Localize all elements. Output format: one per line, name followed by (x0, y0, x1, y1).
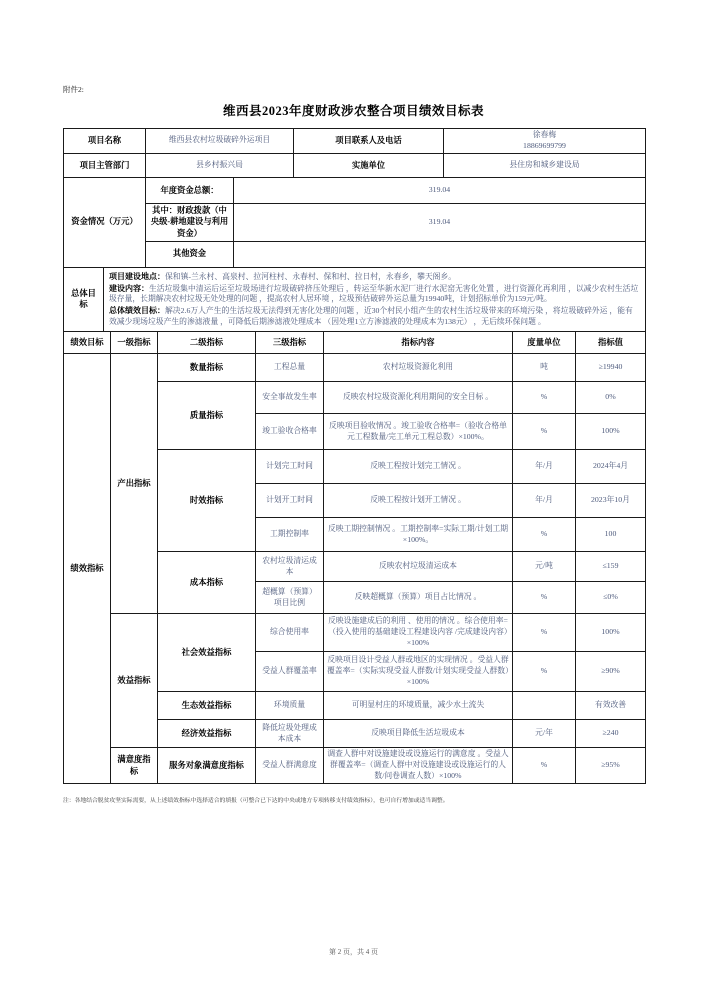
unit-cell: 吨 (513, 354, 576, 382)
overall-goal-content (104, 267, 646, 332)
level3-cell: 环境质量 (256, 692, 324, 720)
goal-line (109, 305, 640, 328)
funding-other-value (234, 241, 646, 267)
content-cell: 反映工程按计划开工情况 。 (324, 484, 513, 518)
table-row (64, 748, 646, 784)
funding-total-label: 年度资金总额： (146, 177, 234, 203)
goal-line-label: 项目建设地点： (109, 271, 165, 281)
header-content: 指标内容 (324, 332, 513, 354)
level2-cell: 经济效益指标 (158, 720, 256, 748)
page-number: 第 2 页，共 4 页 (329, 948, 378, 956)
content-cell: 反映项目验收情况 。竣工验收合格率=（验收合格单元工程数量/完工单元工程总数）×100%。 (324, 414, 513, 450)
value-cell: 100% (576, 614, 646, 652)
content-cell: 反映项目降低生活垃圾成本 (324, 720, 513, 748)
content-cell: 反映工期控制情况 。工期控制率=实际工期/计划工期×100%。 (324, 518, 513, 552)
level3-cell: 降低垃圾处理成本成本 (256, 720, 324, 748)
level2-cell: 质量指标 (158, 382, 256, 450)
contact-value (444, 129, 646, 154)
project-name-value: 维西县农村垃圾破碎外运项目 (146, 129, 294, 154)
level1-cell: 满意度指标 (111, 748, 158, 784)
indicators-table (63, 331, 646, 784)
dept-value: 县乡村振兴局 (146, 153, 294, 177)
level1-cell: 效益指标 (111, 614, 158, 748)
unit-cell: 年/月 (513, 450, 576, 484)
table-row (64, 177, 646, 203)
content-cell: 反映项目设计受益人群或地区的实现情况 。受益人群覆盖率=（实际实现受益人群数/计划实现受益人群数）×100% (324, 652, 513, 692)
contact-label: 项目联系人及电话 (294, 129, 444, 154)
content-cell: 反映超概算（预算）项目占比情况 。 (324, 582, 513, 614)
level2-cell: 服务对象满意度指标 (158, 748, 256, 784)
overall-goal-table (63, 267, 646, 333)
value-cell: ≥240 (576, 720, 646, 748)
header-level3: 三级指标 (256, 332, 324, 354)
header-value: 指标值 (576, 332, 646, 354)
content-cell: 反映工程按计划完工情况 。 (324, 450, 513, 484)
value-cell: ≥19940 (576, 354, 646, 382)
content-cell: 反映农村垃圾资源化利用期间的安全目标 。 (324, 382, 513, 414)
contact-name: 徐春梅 (532, 130, 557, 139)
header-unit: 度量单位 (513, 332, 576, 354)
unit-cell: % (513, 518, 576, 552)
unit-cell: 元/吨 (513, 552, 576, 582)
level3-cell: 受益人群覆盖率 (256, 652, 324, 692)
funding-total-value: 319.04 (234, 177, 646, 203)
unit-cell: % (513, 748, 576, 784)
level3-cell: 农村垃圾清运成本 (256, 552, 324, 582)
level3-cell: 超概算（预算）项目比例 (256, 582, 324, 614)
funding-central-label: 其中：财政拨款（中央级-耕地建设与利用资金） (146, 203, 234, 241)
content-cell: 反映设施建成后的利用 、使用的情况 。综合使用率=（投入使用的基础建设工程建设内容 /完成建设内容）×100% (324, 614, 513, 652)
table-row (64, 203, 646, 241)
value-cell: 100 (576, 518, 646, 552)
impl-unit-label: 实施单位 (294, 153, 444, 177)
project-name-label: 项目名称 (64, 129, 146, 154)
unit-cell: % (513, 414, 576, 450)
value-cell: ≥90% (576, 652, 646, 692)
impl-unit-value: 县住房和城乡建设局 (444, 153, 646, 177)
table-row (64, 267, 646, 332)
table-row (64, 354, 646, 382)
funding-central-value: 319.04 (234, 203, 646, 241)
level2-cell: 时效指标 (158, 450, 256, 552)
table-row (64, 129, 646, 154)
goal-line-text: 保和镇-兰永村、高泉村、拉河柱村、永春村、保和村、拉日村，永春乡，攀天阁乡。 (165, 271, 457, 281)
level2-cell: 成本指标 (158, 552, 256, 614)
level3-cell: 工期控制率 (256, 518, 324, 552)
funding-table (63, 177, 646, 268)
goal-cell: 绩效指标 (64, 354, 111, 784)
level3-cell: 计划完工时间 (256, 450, 324, 484)
unit-cell: % (513, 382, 576, 414)
unit-cell: % (513, 582, 576, 614)
contact-phone: 18869699799 (523, 140, 566, 150)
unit-cell (513, 692, 576, 720)
value-cell: ≥95% (576, 748, 646, 784)
funding-label: 资金情况（万元） (64, 177, 146, 267)
value-cell: ≤0% (576, 582, 646, 614)
content-cell: 调查人群中对设施建设或设施运行的满意度 。受益人群覆盖率=（调查人群中对设施建设或设施运行的人数/问卷调查人数）×100% (324, 748, 513, 784)
level3-cell: 竣工验收合格率 (256, 414, 324, 450)
unit-cell: % (513, 614, 576, 652)
level2-cell: 社会效益指标 (158, 614, 256, 692)
indicators-header-row (64, 332, 646, 354)
value-cell: ≤159 (576, 552, 646, 582)
header-goal: 绩效目标 (64, 332, 111, 354)
level3-cell: 安全事故发生率 (256, 382, 324, 414)
content-cell: 农村垃圾资源化利用 (324, 354, 513, 382)
dept-label: 项目主管部门 (64, 153, 146, 177)
unit-cell: 元/年 (513, 720, 576, 748)
level2-cell: 数量指标 (158, 354, 256, 382)
level3-cell: 计划开工时间 (256, 484, 324, 518)
table-row (64, 614, 646, 652)
level3-cell: 受益人群满意度 (256, 748, 324, 784)
content-cell: 反映农村垃圾清运成本 (324, 552, 513, 582)
header-level2: 二级指标 (158, 332, 256, 354)
content-cell: 可明显村庄的环境质量，减少水土流失 (324, 692, 513, 720)
level2-cell: 生态效益指标 (158, 692, 256, 720)
header-level1: 一级指标 (111, 332, 158, 354)
value-cell: 2024年4月 (576, 450, 646, 484)
goal-line (109, 283, 640, 306)
value-cell: 0% (576, 382, 646, 414)
value-cell: 有效改善 (576, 692, 646, 720)
level3-cell: 工程总量 (256, 354, 324, 382)
goal-line-text: 生活垃圾集中清运后运至垃圾场进行垃圾破碎挤压处理后 ，转运至华新水泥厂进行水泥窑无害化处置 ，进行资源化再利用 ，以减少农村生活垃圾存量，长期解决农村垃圾无处处理的问题 ，提高农村人居环境 ，垃圾预估破碎外运总量为19940吨，计划招标单价为159元/吨。 (109, 283, 639, 304)
goal-line-text: 解决2.6万人产生的生活垃圾无法得到无害化处理的问题 ，近30个村民小组产生的农村生活垃圾带来的环境污染 ，将垃圾破碎外运 ，能有效减少现场垃圾产生的渗滤液量 ，可降低后期渗滤液处理成本 （因处理1立方渗滤液的处理成本为138元） ，无后续环保问题 。 (109, 306, 633, 327)
value-cell: 100% (576, 414, 646, 450)
funding-other-label: 其他资金 (146, 241, 234, 267)
project-info-table (63, 128, 646, 178)
unit-cell: % (513, 652, 576, 692)
footnote: 注：各地结合脱贫攻坚实际需要，从上述绩效指标中选择适合的填报（可整合已下达的中央或地方专项转移支付绩效指标），也可自行增加或适当调整。 (63, 798, 449, 805)
overall-goal-label: 总体目标 (64, 267, 104, 332)
unit-cell: 年/月 (513, 484, 576, 518)
table-row (64, 241, 646, 267)
attachment-label: 附件2: (63, 85, 84, 94)
level3-cell: 综合使用率 (256, 614, 324, 652)
goal-line-label: 总体绩效目标： (109, 306, 165, 316)
goal-line (109, 271, 640, 283)
page-title: 维西县2023年度财政涉农整合项目绩效目标表 (222, 104, 484, 118)
table-row (64, 153, 646, 177)
goal-line-label: 建设内容： (109, 283, 149, 293)
value-cell: 2023年10月 (576, 484, 646, 518)
level1-cell: 产出指标 (111, 354, 158, 614)
